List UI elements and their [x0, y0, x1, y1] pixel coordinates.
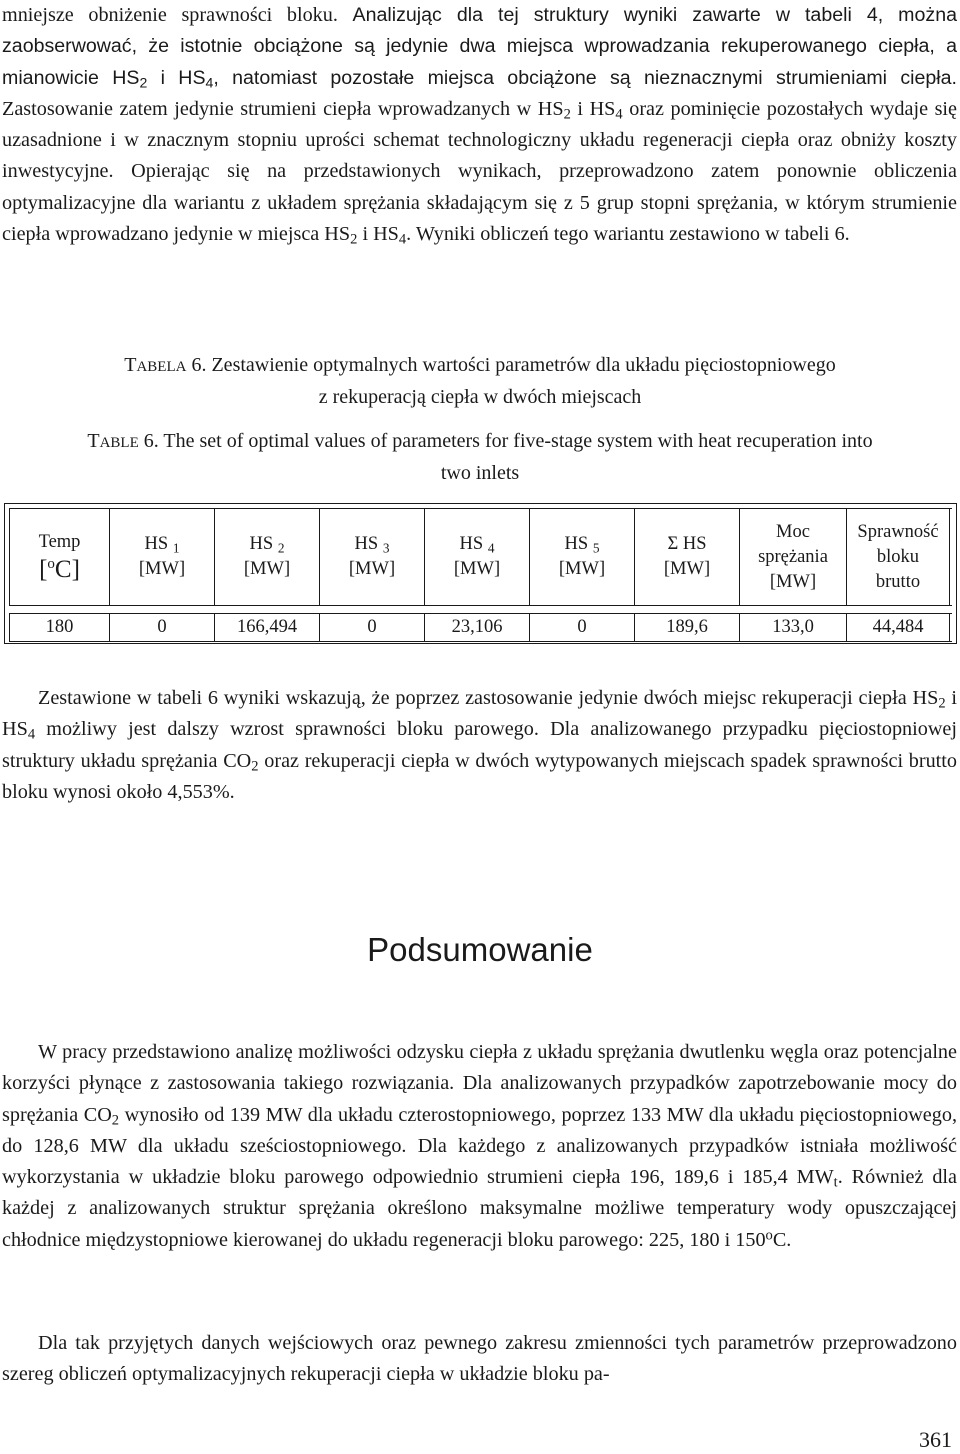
- table-cell: 180: [9, 614, 109, 641]
- header-temp: [9, 509, 109, 605]
- header-label: sprężania: [758, 546, 828, 567]
- header-text: HS: [144, 534, 169, 554]
- header-text: HS: [459, 534, 484, 554]
- header-text: HS: [354, 534, 379, 554]
- table-cell: 23,106: [424, 614, 529, 641]
- header-label: Temp: [38, 531, 81, 552]
- header-label: [460, 532, 495, 557]
- paragraph-2: [2, 683, 957, 808]
- subscript: 5: [592, 540, 600, 556]
- header-sum-hs: [634, 509, 739, 605]
- header-label: [250, 532, 285, 557]
- text-run: Zastosowanie zatem jedynie strumieni ciepła wprowadzanych w HS: [2, 97, 564, 120]
- table-cell: 0: [109, 614, 214, 641]
- header-label: bloku: [876, 546, 920, 567]
- header-hs4: [424, 509, 529, 605]
- header-compression-power: [739, 509, 846, 605]
- subscript: 3: [382, 540, 390, 556]
- table-body: [9, 508, 952, 639]
- subscript: 2: [277, 540, 285, 556]
- header-text: HS: [564, 534, 589, 554]
- header-unit: [MW]: [453, 559, 501, 579]
- header-unit: [MW]: [663, 559, 711, 579]
- text-run: Opierając się na przedstawionych wynikach, przeprowadzono zatem ponownie obliczenia optymalizacyjne dla wariantu z układem sprężania składającym się z 5 grup stopni sprężania, w którym strumienie ciepła wprowadzano jedynie w miejsca HS: [2, 160, 957, 246]
- subscript: 2: [139, 74, 148, 91]
- table-cell: 44,484: [846, 614, 950, 641]
- caption-text: Zestawienie optymalnych wartości parametrów dla układu pięciostopniowego: [206, 354, 836, 376]
- unit-part: C]: [54, 555, 80, 583]
- subscript: t: [833, 1174, 838, 1191]
- header-label: [145, 532, 180, 557]
- text-run: oraz rekuperacji ciepła w dwóch wytypowanych miejscach spadek sprawności brutto bloku wynosi około 4,553%.: [2, 749, 957, 803]
- text-run: Analizując dla tej struktury wyniki zawarte w tabeli 4, można zaobserwować, że istotnie obciążone są jedynie dwa miejsca wprowadzania rekuperowanego ciepła, a mianowicie HS: [2, 4, 957, 89]
- table-header-row: [9, 508, 952, 606]
- caption-label: T: [87, 430, 100, 452]
- header-unit: [MW]: [348, 559, 396, 579]
- text-run: W pracy przedstawiono analizę możliwości odzysku ciepła z układu sprężania dwutlenku węgla oraz potencjalne korzyści płynące z zastosowania takiego rozwiązania. Dla analizowanych przypadków zapotrzebowanie mocy do sprężania CO: [2, 1041, 957, 1126]
- caption-text: The set of optimal values of parameters for five-stage system with heat recuperation into: [158, 430, 873, 452]
- caption-line: [0, 350, 960, 382]
- text-run: oraz pominięcie pozostałych wydaje się uzasadnione i w znacznym stopniu uprości schemat technologiczny układu regeneracji ciepła oraz obniży koszty inwestycyjne.: [2, 97, 958, 183]
- table-caption-english: [0, 426, 960, 488]
- paragraph-4: [2, 1328, 957, 1391]
- header-label: Σ HS: [667, 534, 707, 554]
- header-unit: [MW]: [138, 559, 186, 579]
- header-label: [565, 532, 600, 557]
- table-cell: 0: [319, 614, 424, 641]
- paragraph-3: [2, 1037, 957, 1256]
- text-run: wynosiło od 139 MW dla układu czterostopniowego, poprzez 133 MW dla układu pięciostopniowego, do 128,6 MW dla układu sześciostopniowego. Dla każdego z analizowanych przypadków istniała możliwość wykorzystania w układzie bloku parowego odpowiednio strumieni ciepła 196, 189,6 i 185,4 MW: [2, 1103, 957, 1189]
- text-run: Zestawione w tabeli 6 wyniki wskazują, że poprzez zastosowanie jedynie dwóch miejsc rekuperacji ciepła HS: [38, 687, 939, 709]
- text-run: i HS: [357, 223, 399, 246]
- header-unit: [MW]: [243, 559, 291, 579]
- subscript: 4: [27, 726, 36, 743]
- subscript: 4: [398, 231, 407, 248]
- table-row: [9, 613, 952, 642]
- subscript: 2: [938, 695, 946, 712]
- caption-text: z rekuperacją ciepła w dwóch miejscach: [318, 386, 642, 408]
- text-run: i HS: [570, 97, 616, 120]
- caption-label: ABLE: [99, 435, 139, 451]
- subscript: 4: [615, 106, 623, 123]
- table-cell: 0: [529, 614, 634, 641]
- header-label: Moc: [776, 521, 810, 542]
- caption-label: 6.: [138, 430, 159, 452]
- header-unit: [39, 555, 80, 585]
- header-text: HS: [249, 534, 274, 554]
- text-run: C.: [772, 1228, 792, 1251]
- paragraph-1: [2, 0, 957, 250]
- text-run: . Również dla każdej z analizowanych struktur sprężania określono maksymalne możliwe temperatury wody opuszczającej chłodnice międzystopniowe kierowanej do układu regeneracji bloku parowego: 225, 180 i 150: [2, 1166, 957, 1251]
- header-label: Sprawność: [857, 521, 939, 542]
- table-caption-polish: [0, 350, 960, 412]
- text-run: , natomiast pozostałe miejsca obciążone są nieznacznymi strumieniami ciepła.: [213, 66, 957, 89]
- caption-label: ABELA: [136, 359, 187, 375]
- table-cell: 189,6: [634, 614, 739, 641]
- superscript: o: [765, 1227, 773, 1244]
- table-cell: 133,0: [739, 614, 846, 641]
- header-label: [355, 532, 390, 557]
- text-run: . Wyniki obliczeń tego wariantu zestawiono w tabeli 6.: [406, 223, 850, 246]
- text-run: Dla tak przyjętych danych wejściowych oraz pewnego zakresu zmienności tych parametrów przeprowadzono szereg obliczeń optymalizacyjnych rekuperacji ciepła w układzie bloku pa-: [2, 1332, 957, 1386]
- header-hs1: [109, 509, 214, 605]
- section-title: Podsumowanie: [367, 931, 593, 968]
- superscript: o: [47, 555, 55, 572]
- header-hs3: [319, 509, 424, 605]
- header-unit: [MW]: [769, 571, 817, 592]
- header-hs5: [529, 509, 634, 605]
- text-run: mniejsze obniżenie sprawności bloku.: [2, 4, 353, 26]
- header-hs2: [214, 509, 319, 605]
- results-table: [4, 503, 957, 644]
- unit-part: [: [39, 555, 48, 583]
- subscript: 2: [251, 758, 259, 775]
- text-run: możliwy jest dalszy wzrost sprawności bloku parowego. Dla analizowanego przypadku pięciostopniowej struktury układu sprężania CO: [2, 718, 957, 772]
- caption-label: 6.: [186, 354, 207, 376]
- subscript: 1: [172, 540, 180, 556]
- subscript: 2: [563, 106, 571, 123]
- subscript: 2: [111, 1112, 120, 1129]
- subscript: 2: [350, 231, 358, 248]
- header-label: brutto: [875, 571, 921, 592]
- subscript: 4: [205, 74, 214, 91]
- subscript: 4: [487, 540, 495, 556]
- header-efficiency: [846, 509, 950, 605]
- caption-text: two inlets: [440, 462, 520, 484]
- table-cell: 166,494: [214, 614, 319, 641]
- caption-label: T: [124, 354, 137, 376]
- caption-line: [0, 426, 960, 458]
- text-run: i HS: [2, 687, 957, 741]
- header-unit: [MW]: [558, 559, 606, 579]
- text-run: i HS: [147, 66, 206, 89]
- page-number: 361: [919, 1427, 952, 1452]
